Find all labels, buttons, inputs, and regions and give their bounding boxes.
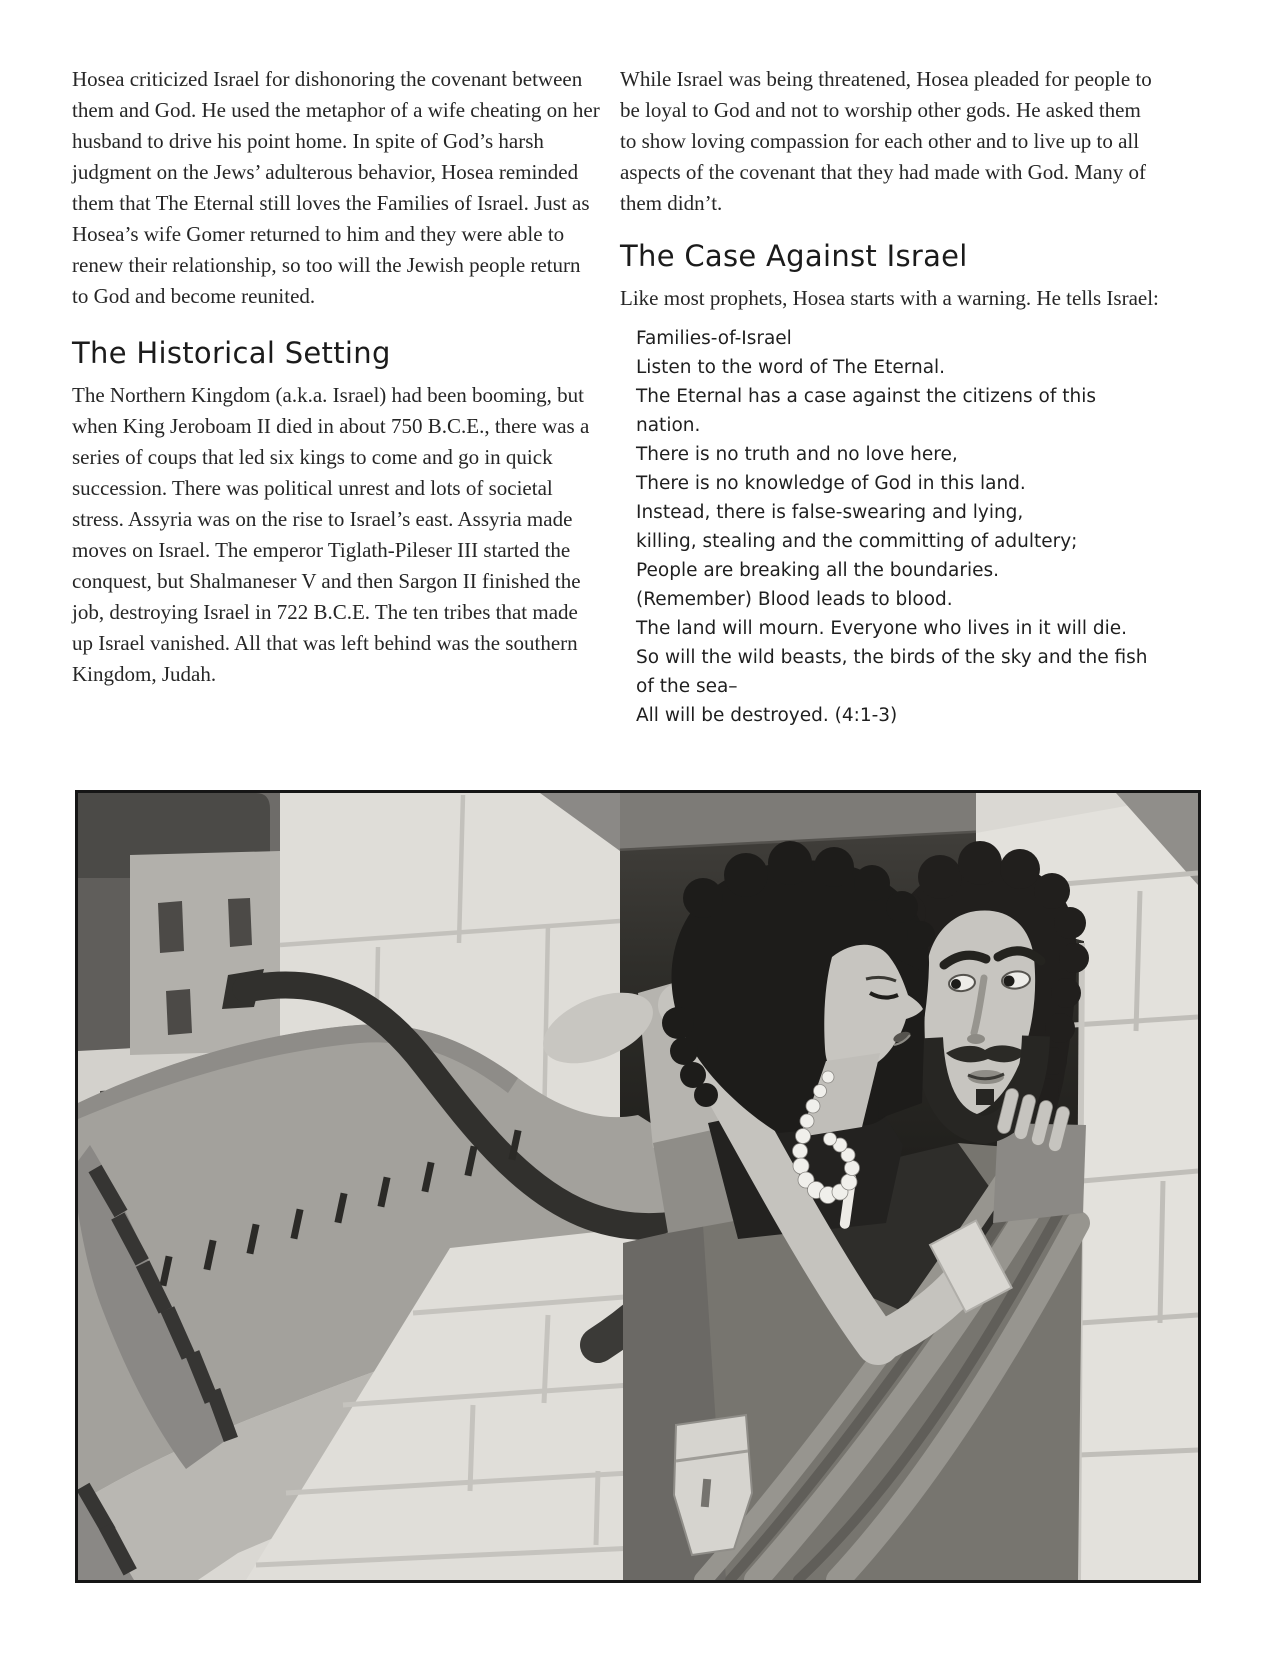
hosea-gomer-illustration bbox=[75, 790, 1201, 1583]
paragraph-historical-setting: The Northern Kingdom (a.k.a. Israel) had been booming, but when King Jeroboam II died in about 750 B.C.E., there was a series of coups that led six kings to come and go in quick succession. There was political unrest and lots of societal stress. Assyria was on the rise to Israel’s east. Assyria made moves on Israel. The emperor Tiglath-Pileser III started the conquest, but Shalmaneser V and then Sargon II finished the job, destroying Israel in 722 B.C.E. The ten tribes that made up Israel vanished. All that was left behind was the southern Kingdom, Judah. bbox=[72, 383, 590, 686]
verse-line: People are breaking all the boundaries. bbox=[636, 560, 999, 581]
building-window bbox=[228, 898, 252, 947]
right-text-column bbox=[620, 64, 1160, 730]
left-text-column bbox=[72, 64, 600, 690]
paragraph-warning-intro: Like most prophets, Hosea starts with a warning. He tells Israel: bbox=[620, 286, 1159, 310]
verse-line: (Remember) Blood leads to blood. bbox=[636, 589, 953, 610]
building bbox=[130, 851, 280, 1055]
verse-line: The land will mourn. Everyone who lives in it will die. bbox=[636, 618, 1128, 639]
heading-case-against-israel: The Case Against Israel bbox=[620, 239, 968, 273]
paragraph-israel-threatened: While Israel was being threatened, Hosea pleaded for people to be loyal to God and not to worship other gods. He asked them to show loving compassion for each other and to live up to all aspects of the covenant that they had made with God. Many of them didn’t. bbox=[620, 67, 1152, 215]
prophecy-verse-block bbox=[620, 324, 1160, 730]
building-window bbox=[166, 989, 192, 1035]
building-window bbox=[158, 901, 184, 953]
verse-line: So will the wild beasts, the birds of the sky and the fish of the sea– bbox=[636, 647, 1148, 697]
painting bbox=[78, 793, 1198, 1580]
verse-line: Listen to the word of The Eternal. bbox=[636, 357, 946, 378]
verse-line: Families-of-Israel bbox=[636, 328, 792, 349]
verse-line: There is no truth and no love here, bbox=[636, 444, 958, 465]
verse-line: Instead, there is false-swearing and lying, bbox=[636, 502, 1024, 523]
verse-line: The Eternal has a case against the citizens of this nation. bbox=[636, 386, 1096, 436]
verse-line: killing, stealing and the committing of adultery; bbox=[636, 531, 1078, 552]
verse-line: All will be destroyed. (4:1-3) bbox=[636, 705, 898, 726]
heading-historical-setting: The Historical Setting bbox=[72, 336, 391, 370]
paragraph-hosea-intro: Hosea criticized Israel for dishonoring the covenant between them and God. He used the metaphor of a wife cheating on her husband to drive his point home. In spite of God’s harsh judgment on the Jews’ adulterous behavior, Hosea reminded them that The Eternal still loves the Families of Israel. Just as Hosea’s wife Gomer returned to him and they were able to renew their relationship, so too will the Jewish people return to God and become reunited. bbox=[72, 67, 600, 308]
verse-line: There is no knowledge of God in this land. bbox=[636, 473, 1026, 494]
